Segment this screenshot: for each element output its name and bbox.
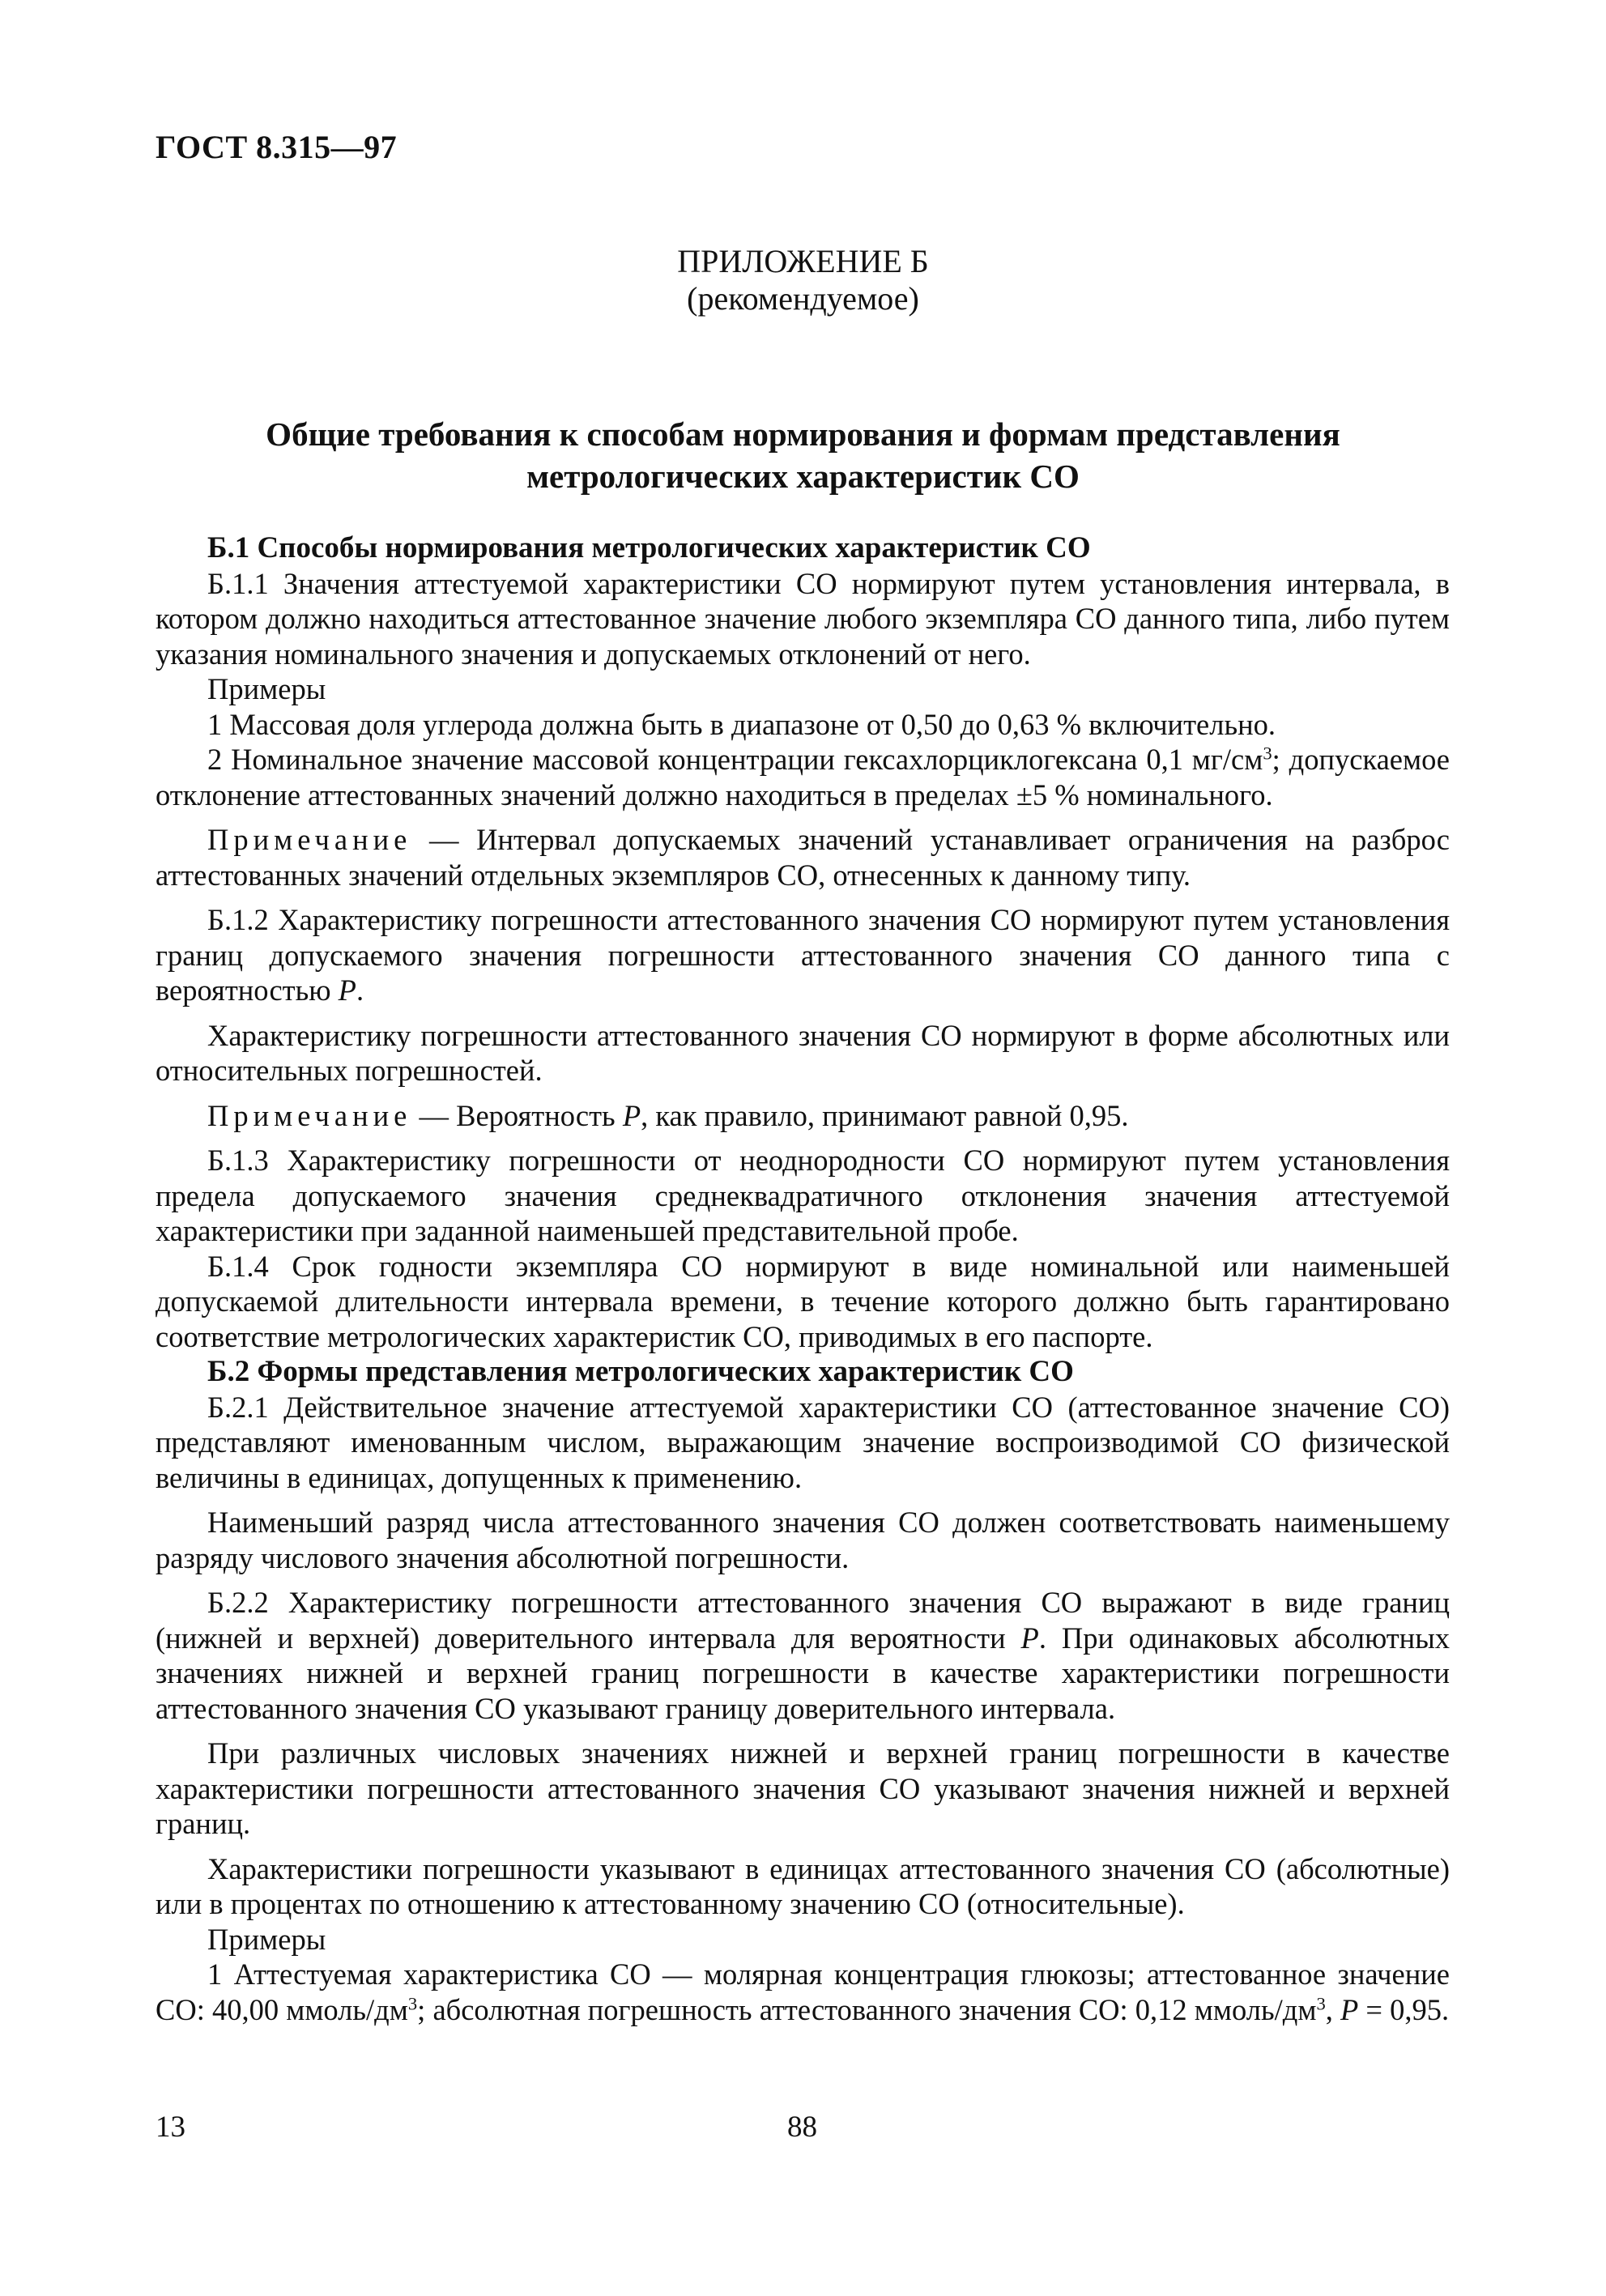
paragraph-b1-1: Б.1.1 Значения аттестуемой характеристики СО нормируют путем установления интервала, в котором должно находиться аттестованное значение любого экземпляра СО данного типа, либо путем указания номинального значения и допускаемых отклонений от него. xyxy=(155,566,1450,671)
paragraph-b2-2: Б.2.2 Характеристику погрешности аттестованного значения СО выражают в виде границ (нижней и верхней) доверительного интервала для вероятности P. При одинаковых абсолютных значениях нижней и верхней границ погрешности в качестве характеристики погрешности аттестованного значения СО указывают границу доверительного интервала. xyxy=(155,1586,1450,1725)
example-2: 2 Номинальное значение массовой концентрации гексахлорциклогексана 0,1 $мг/см^3$; допускаемое отклонение аттестованных значений должно находиться в пределах ±5 % номинального. xyxy=(155,743,1451,811)
paragraph-b2-2-different: При различных числовых значениях нижней и верхней границ погрешности в качестве характеристики погрешности аттестованного значения СО указывают значения нижней и верхней границ. xyxy=(155,1736,1450,1840)
paragraph-b1-2: Б.1.2 Характеристику погрешности аттестованного значения СО нормируют путем установления границ допускаемого значения погрешности аттестованного значения СО данного типа с вероятностью P. xyxy=(155,903,1450,1007)
paragraph-b2-1: Б.2.1 Действительное значение аттестуемой характеристики СО (аттестованное значение СО) представляют именованным числом, выражающим значение воспроизводимой СО физической величины в единицах, допущенных к применению. xyxy=(155,1390,1450,1494)
footer-left-number: 13 xyxy=(155,2111,185,2144)
paragraph-b2-1-digit: Наименьший разряд числа аттестованного значения СО должен соответствовать наименьшему разряду числового значения абсолютной погрешности. xyxy=(155,1506,1450,1574)
note-2: Примечание — Вероятность P, как правило, принимают равной 0,95. xyxy=(207,1098,1129,1132)
section-heading-b2: Б.2 Формы представления метрологических характеристик СО xyxy=(207,1355,1074,1388)
section-heading-b1: Б.1 Способы нормирования метрологических характеристик СО xyxy=(207,531,1091,564)
example-1: 1 Массовая доля углерода должна быть в диапазоне от 0,50 до 0,63 % включительно. xyxy=(207,707,1276,741)
title-line-2: метрологических характеристик СО xyxy=(526,458,1080,495)
paragraph-b2-2-units: Характеристики погрешности указывают в единицах аттестованного значения СО (абсолютные) или в процентах по отношению к аттестованному значению СО (относительные). xyxy=(155,1851,1450,1920)
document-code: ГОСТ 8.315—97 xyxy=(155,129,398,165)
paragraph-b1-2-form: Характеристику погрешности аттестованного значения СО нормируют в форме абсолютных или относительных погрешностей. xyxy=(155,1018,1450,1087)
paragraph-b1-3: Б.1.3 Характеристику погрешности от неоднородности СО нормируют путем установления предела допускаемого значения среднеквадратичного отклонения значения аттестуемой характеристики при заданной наименьшей представительной пробе. xyxy=(155,1144,1450,1247)
examples-label: Примеры xyxy=(207,1922,326,1956)
note-1: Примечание — Интервал допускаемых значений устанавливает ограничения на разброс аттестованных значений отдельных экземпляров СО, отнесенных к данному типу. xyxy=(155,823,1450,892)
note-label: Примечание xyxy=(207,1098,412,1132)
appendix-title: ПРИЛОЖЕНИЕ Б xyxy=(677,243,929,279)
document-body xyxy=(155,530,1450,2027)
paragraph-b1-4: Б.1.4 Срок годности экземпляра СО нормируют в виде номинальной или наименьшей допускаемой длительности интервала времени, в течение которого должно быть гарантировано соответствие метрологических характеристик СО, приводимых в его паспорте. xyxy=(155,1249,1450,1353)
examples-label: Примеры xyxy=(207,672,326,705)
title-line-1: Общие требования к способам нормирования и формам представления xyxy=(266,415,1340,453)
note-label: Примечание xyxy=(207,823,412,856)
page-number: 88 xyxy=(787,2111,817,2144)
document-title xyxy=(162,413,1444,497)
example-b2-1: 1 Аттестуемая характеристика СО — молярная концентрация глюкозы; аттестованное значение СО: 40,00 ммоль/$дм^3$; абсолютная погрешность аттестованного значения СО: 0,12 ммоль/$дм^3$, P = 0,95. xyxy=(155,1957,1450,2026)
appendix-subtitle: (рекомендуемое) xyxy=(687,280,919,317)
